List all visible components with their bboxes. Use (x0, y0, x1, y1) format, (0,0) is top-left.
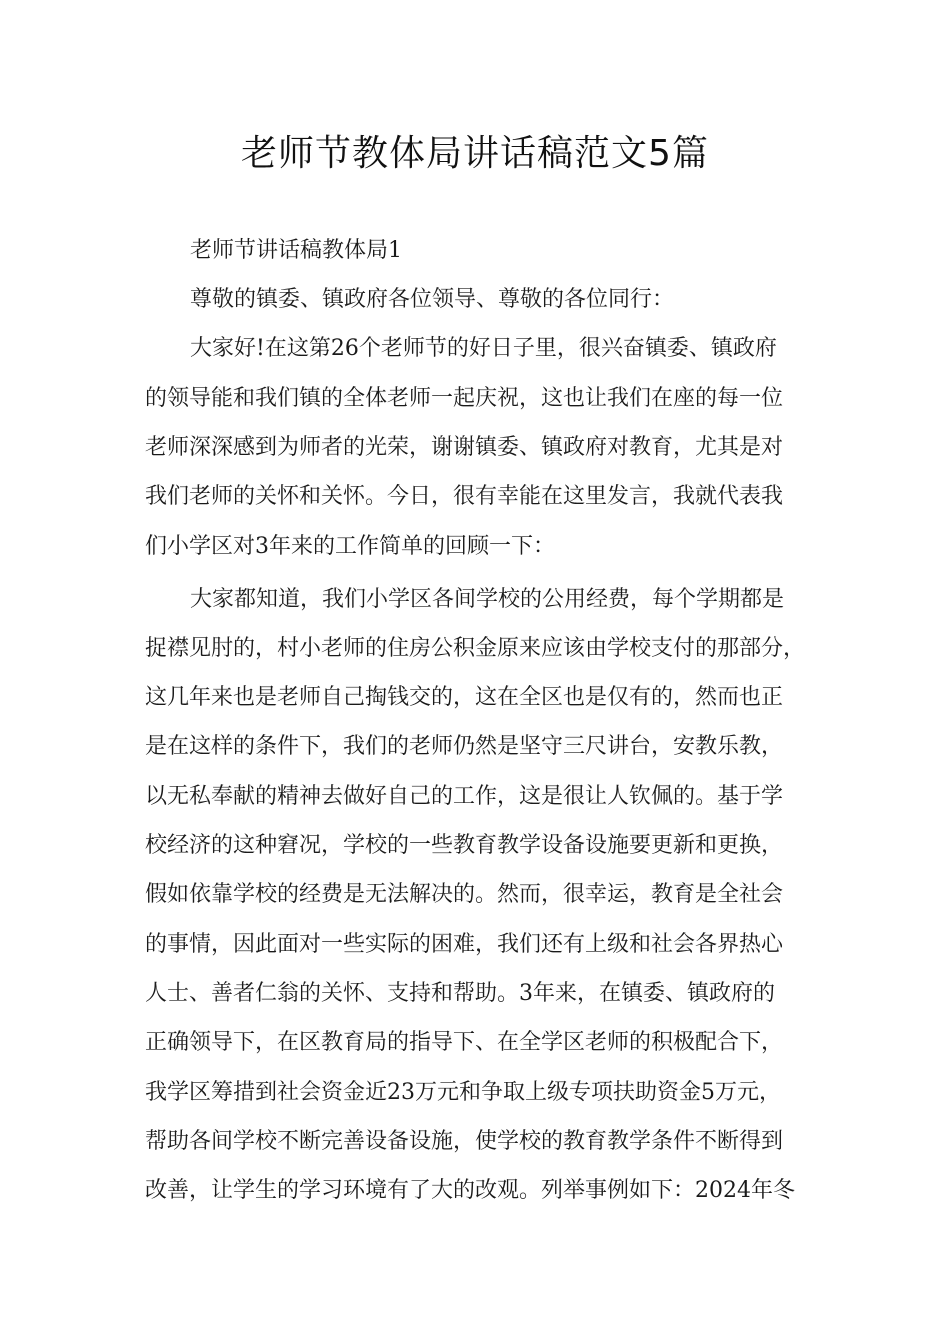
body-line: 人士、善者仁翁的关怀、支持和帮助。3年来，在镇委、镇政府的 (145, 981, 775, 1006)
body-line: 捉襟见肘的，村小老师的住房公积金原来应该由学校支付的那部分， (145, 636, 806, 661)
body-line: 校经济的这种窘况，学校的一些教育教学设备设施要更新和更换， (145, 833, 784, 858)
body-line: 我们老师的关怀和关怀。今日，很有幸能在这里发言，我就代表我 (145, 484, 784, 509)
body-line: 老师深深感到为师者的光荣，谢谢镇委、镇政府对教育，尤其是对 (145, 435, 784, 460)
body-line: 大家好!在这第26个老师节的好日子里，很兴奋镇委、镇政府 (190, 336, 777, 361)
salutation-line: 尊敬的镇委、镇政府各位领导、尊敬的各位同行： (190, 287, 675, 312)
body-line: 大家都知道，我们小学区各间学校的公用经费，每个学期都是 (190, 587, 785, 612)
subtitle-line: 老师节讲话稿教体局1 (190, 238, 402, 263)
body-line: 以无私奉献的精神去做好自己的工作，这是很让人钦佩的。基于学 (145, 784, 784, 809)
body-line: 帮助各间学校不断完善设备设施，使学校的教育教学条件不断得到 (145, 1129, 784, 1154)
body-line: 的事情，因此面对一些实际的困难，我们还有上级和社会各界热心 (145, 932, 784, 957)
body-line: 的领导能和我们镇的全体老师一起庆祝，这也让我们在座的每一位 (145, 386, 784, 411)
body-line: 们小学区对3年来的工作简单的回顾一下： (145, 534, 555, 559)
body-line: 改善，让学生的学习环境有了大的改观。列举事例如下：2024年冬 (145, 1178, 795, 1203)
body-line: 假如依靠学校的经费是无法解决的。然而，很幸运，教育是全社会 (145, 882, 784, 907)
body-line: 这几年来也是老师自己掏钱交的，这在全区也是仅有的，然而也正 (145, 685, 784, 710)
body-line: 是在这样的条件下，我们的老师仍然是坚守三尺讲台，安教乐教， (145, 734, 784, 759)
body-line: 我学区筹措到社会资金近23万元和争取上级专项扶助资金5万元， (145, 1080, 781, 1105)
document-title: 老师节教体局讲话稿范文5篇 (241, 133, 709, 174)
body-line: 正确领导下，在区教育局的指导下、在全学区老师的积极配合下， (145, 1030, 784, 1055)
